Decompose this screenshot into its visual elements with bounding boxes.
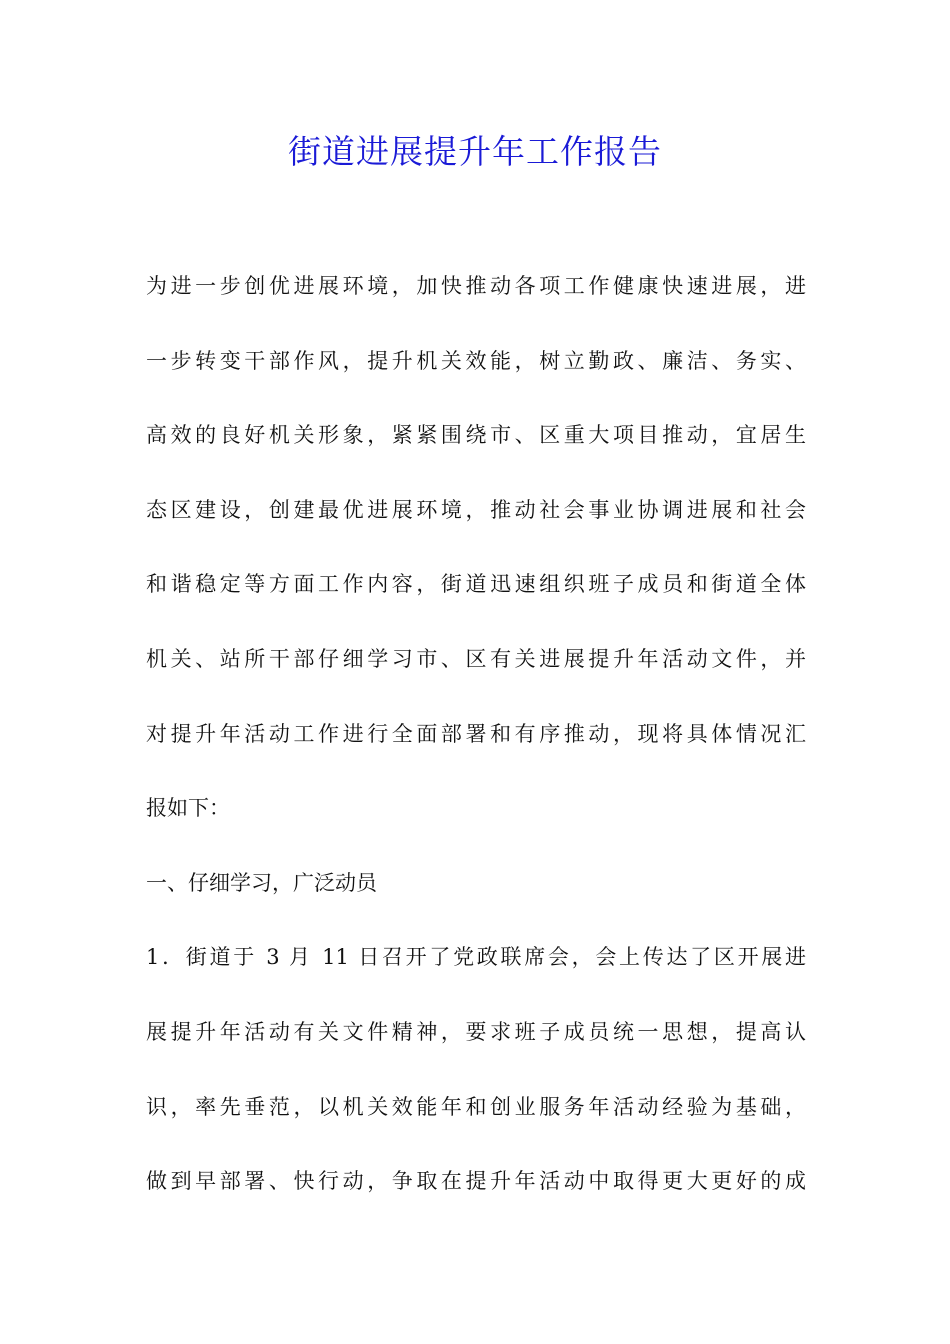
paragraph-line: 识，率先垂范，以机关效能年和创业服务年活动经验为基础， (146, 1094, 806, 1119)
paragraph-line: 展提升年活动有关文件精神，要求班子成员统一思想，提高认 (146, 1019, 806, 1044)
paragraph-line: 对提升年活动工作进行全面部署和有序推动，现将具体情况汇 (146, 721, 806, 746)
document-title: 街道进展提升年工作报告 (288, 132, 662, 171)
paragraph-line: 做到早部署、快行动，争取在提升年活动中取得更大更好的成 (146, 1169, 806, 1194)
paragraph-line: 报如下： (146, 796, 230, 821)
paragraph-line: 为进一步创优进展环境，加快推动各项工作健康快速进展，进 (146, 274, 806, 298)
paragraph-line: 和谐稳定等方面工作内容，街道迅速组织班子成员和街道全体 (146, 572, 806, 597)
paragraph-line: 态区建设，创建最优进展环境，推动社会事业协调进展和社会 (146, 497, 806, 522)
paragraph-line: 高效的良好机关形象，紧紧围绕市、区重大项目推动，宜居生 (146, 423, 806, 448)
paragraph-line: 一步转变干部作风，提升机关效能，树立勤政、廉洁、务实、 (146, 348, 806, 373)
paragraph-line: 机关、站所干部仔细学习市、区有关进展提升年活动文件，并 (146, 646, 806, 671)
section-heading: 一、仔细学习，广泛动员 (146, 870, 377, 895)
paragraph-line: 1．街道于 3 月 11 日召开了党政联席会，会上传达了区开展进 (146, 945, 806, 970)
document-body (146, 264, 806, 1234)
